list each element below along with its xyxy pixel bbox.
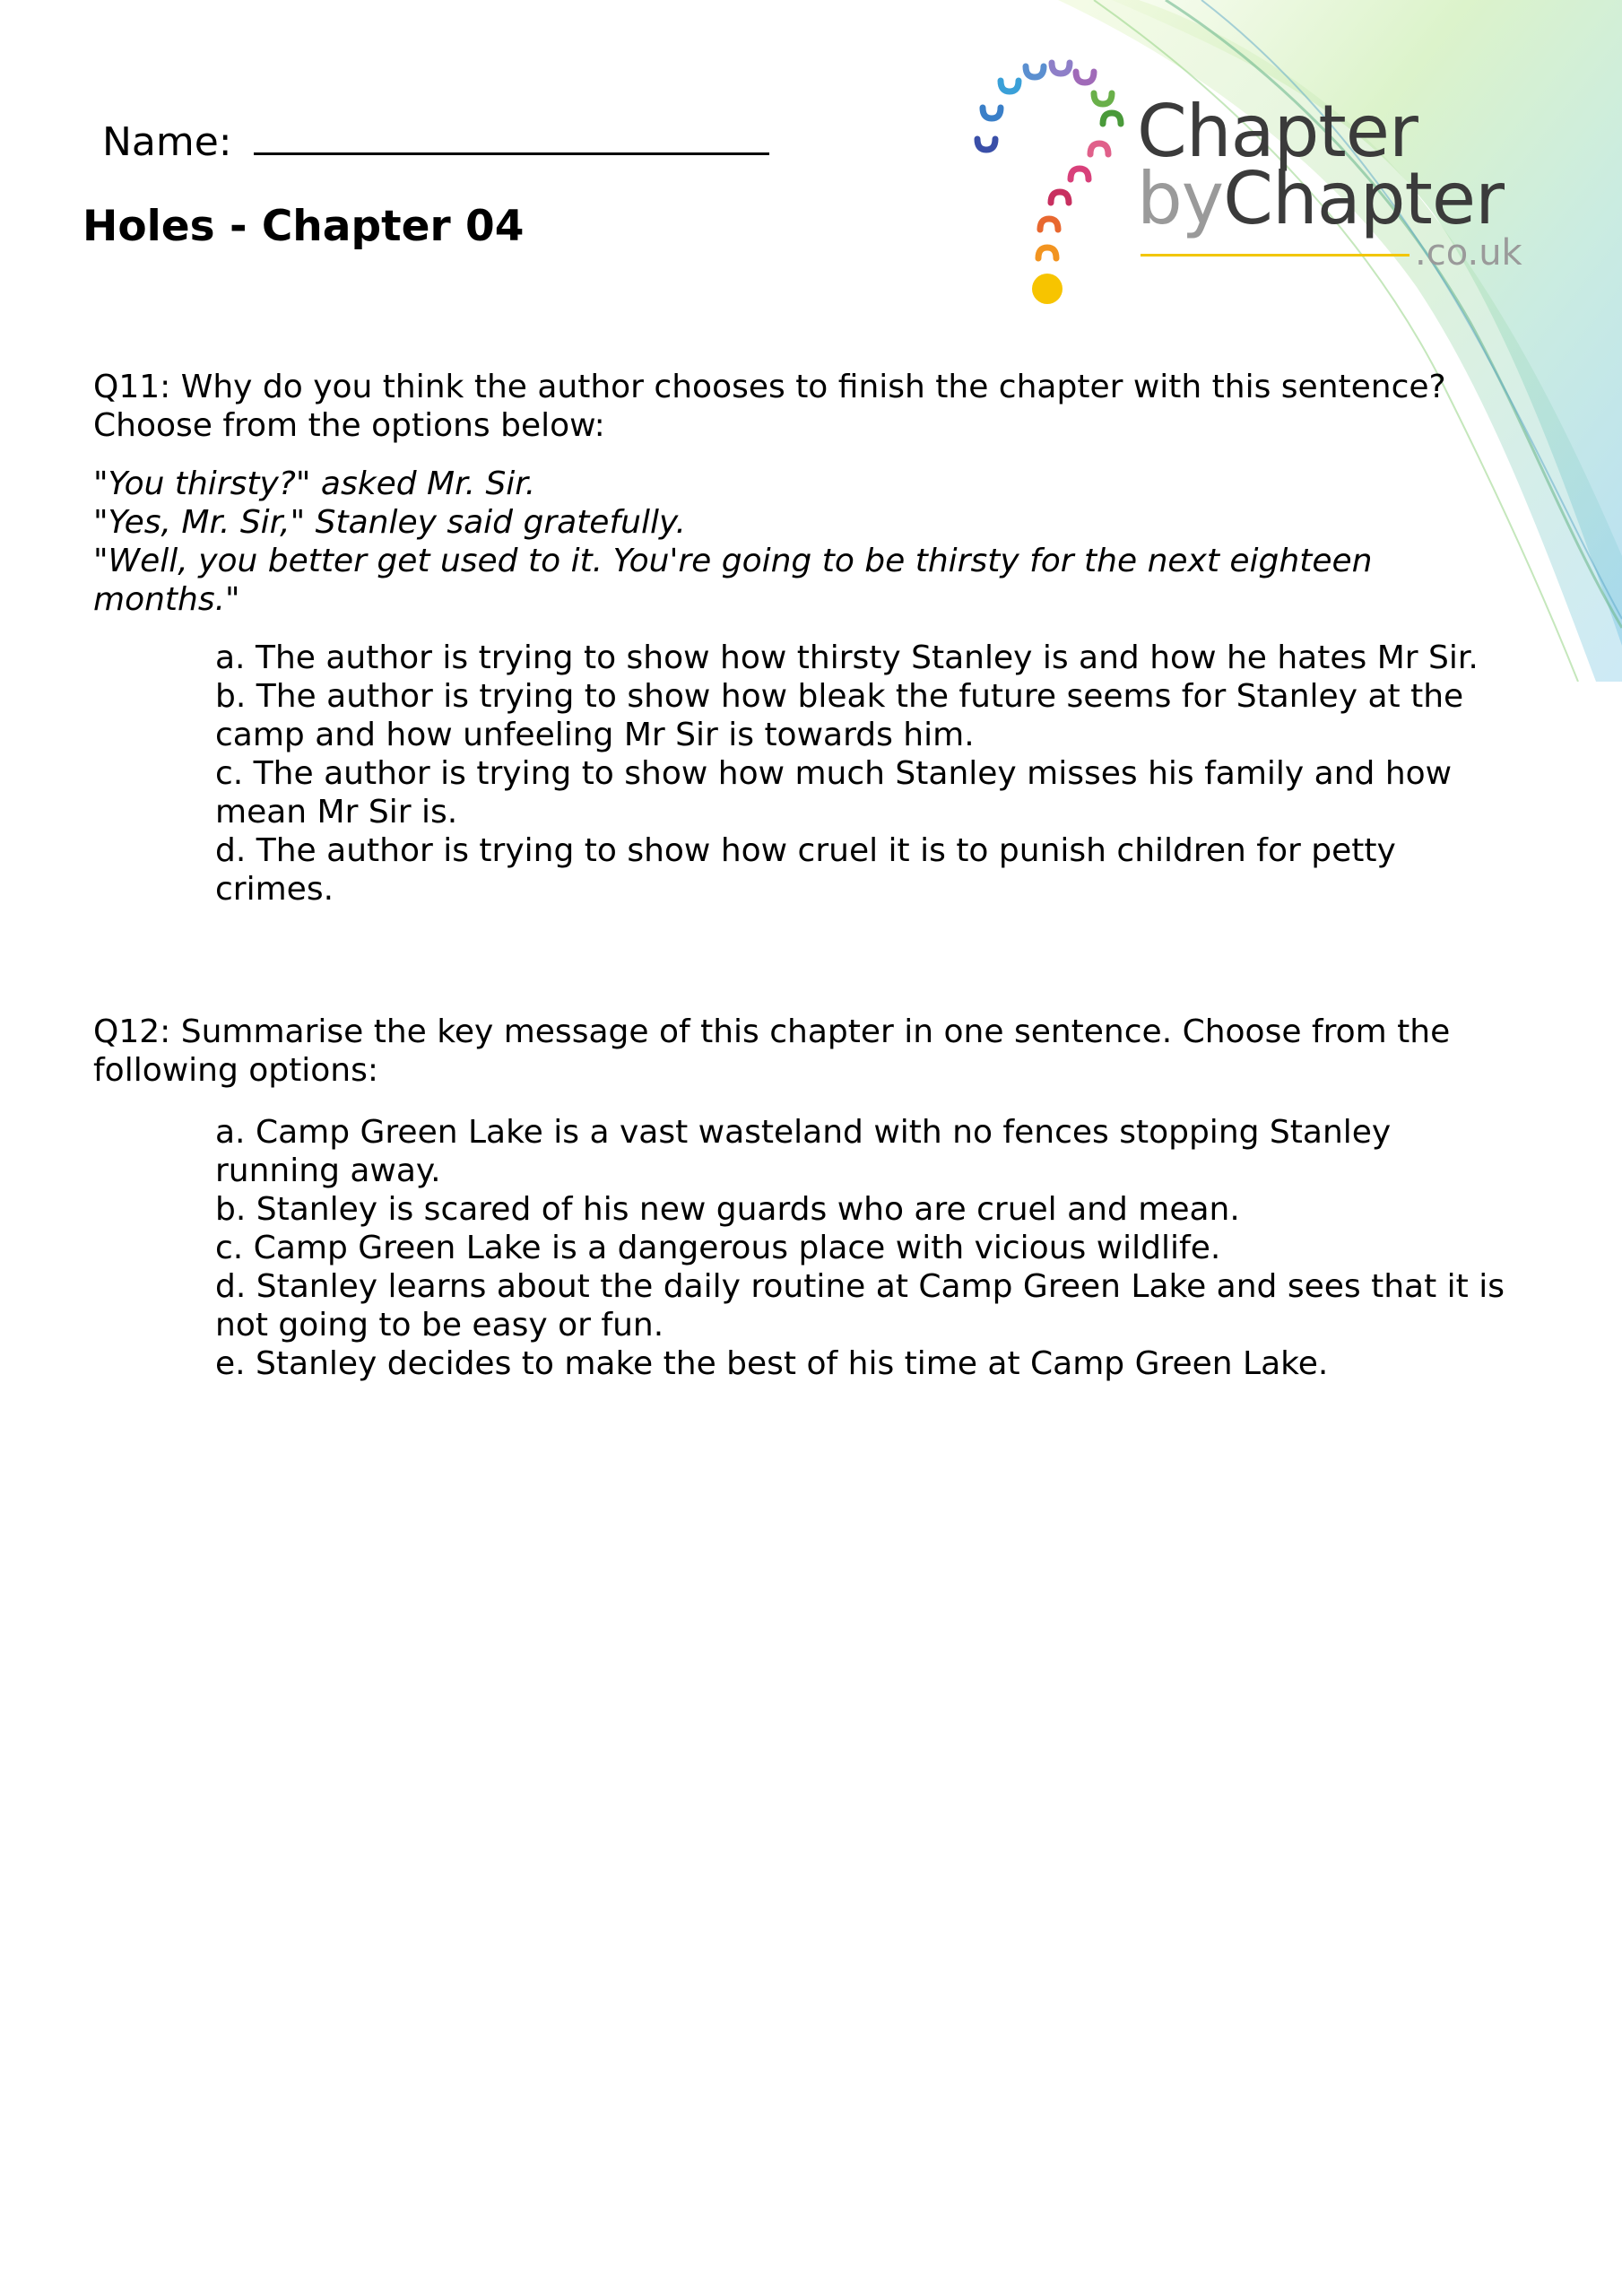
q11-quote-line: months." bbox=[93, 581, 240, 618]
q12-option-line: c. Camp Green Lake is a dangerous place with vicious wildlife. bbox=[215, 1230, 1221, 1266]
q11-option-line: d. The author is trying to show how cruel it is to punish children for petty bbox=[215, 832, 1396, 869]
q11-option-line: camp and how unfeeling Mr Sir is towards him. bbox=[215, 717, 975, 753]
q11-quote-line: "Well, you better get used to it. You're going to be thirsty for the next eighteen bbox=[93, 543, 1373, 579]
q11-quote-line: "You thirsty?" asked Mr. Sir. bbox=[93, 465, 536, 502]
q11-option-line: mean Mr Sir is. bbox=[215, 794, 458, 831]
logo-underline bbox=[1141, 254, 1409, 257]
q12-question bbox=[93, 1013, 1564, 1090]
logo-domain: .co.uk bbox=[1415, 232, 1522, 274]
q11-option-line: b. The author is trying to show how bleak the future seems for Stanley at the bbox=[215, 678, 1464, 715]
name-label: Name: bbox=[102, 119, 232, 165]
q12-option-line: a. Camp Green Lake is a vast wasteland with no fences stopping Stanley bbox=[215, 1114, 1392, 1151]
q11-question-line: Choose from the options below: bbox=[93, 407, 605, 444]
logo-wordmark-by-chapter bbox=[1137, 157, 1504, 240]
q12-option-line: e. Stanley decides to make the best of his time at Camp Green Lake. bbox=[215, 1345, 1329, 1382]
q12-option-line: b. Stanley is scared of his new guards who are cruel and mean. bbox=[215, 1191, 1240, 1228]
q11-quote bbox=[93, 465, 1564, 619]
name-blank-line bbox=[254, 117, 769, 155]
q11-options bbox=[215, 639, 1622, 909]
name-field-row bbox=[102, 117, 769, 168]
q12-option-line: running away. bbox=[215, 1152, 441, 1189]
q12-option-line: d. Stanley learns about the daily routine at Camp Green Lake and sees that it is bbox=[215, 1268, 1505, 1305]
logo-wordmark-chapter-2: Chapter bbox=[1223, 157, 1504, 240]
q12-options bbox=[215, 1113, 1622, 1383]
q11-question-line: Q11: Why do you think the author chooses to finish the chapter with this sentence? bbox=[93, 369, 1446, 405]
q11-quote-line: "Yes, Mr. Sir," Stanley said gratefully. bbox=[93, 504, 686, 541]
q12-option-line: not going to be easy or fun. bbox=[215, 1307, 664, 1344]
q12-question-line: following options: bbox=[93, 1052, 379, 1089]
page-title: Holes - Chapter 04 bbox=[82, 202, 525, 251]
logo-wordmark-by: by bbox=[1137, 157, 1224, 240]
q11-option-line: a. The author is trying to show how thirsty Stanley is and how he hates Mr Sir. bbox=[215, 639, 1479, 676]
book-question-mark-icon bbox=[968, 54, 1130, 314]
q11-option-line: c. The author is trying to show how much Stanley misses his family and how bbox=[215, 755, 1453, 792]
logo-wordmark-chapter: Chapter bbox=[1137, 90, 1418, 173]
q11-question bbox=[93, 368, 1564, 445]
q12-question-line: Q12: Summarise the key message of this chapter in one sentence. Choose from the bbox=[93, 1013, 1451, 1050]
logo bbox=[968, 54, 1542, 314]
q11-option-line: crimes. bbox=[215, 871, 334, 908]
